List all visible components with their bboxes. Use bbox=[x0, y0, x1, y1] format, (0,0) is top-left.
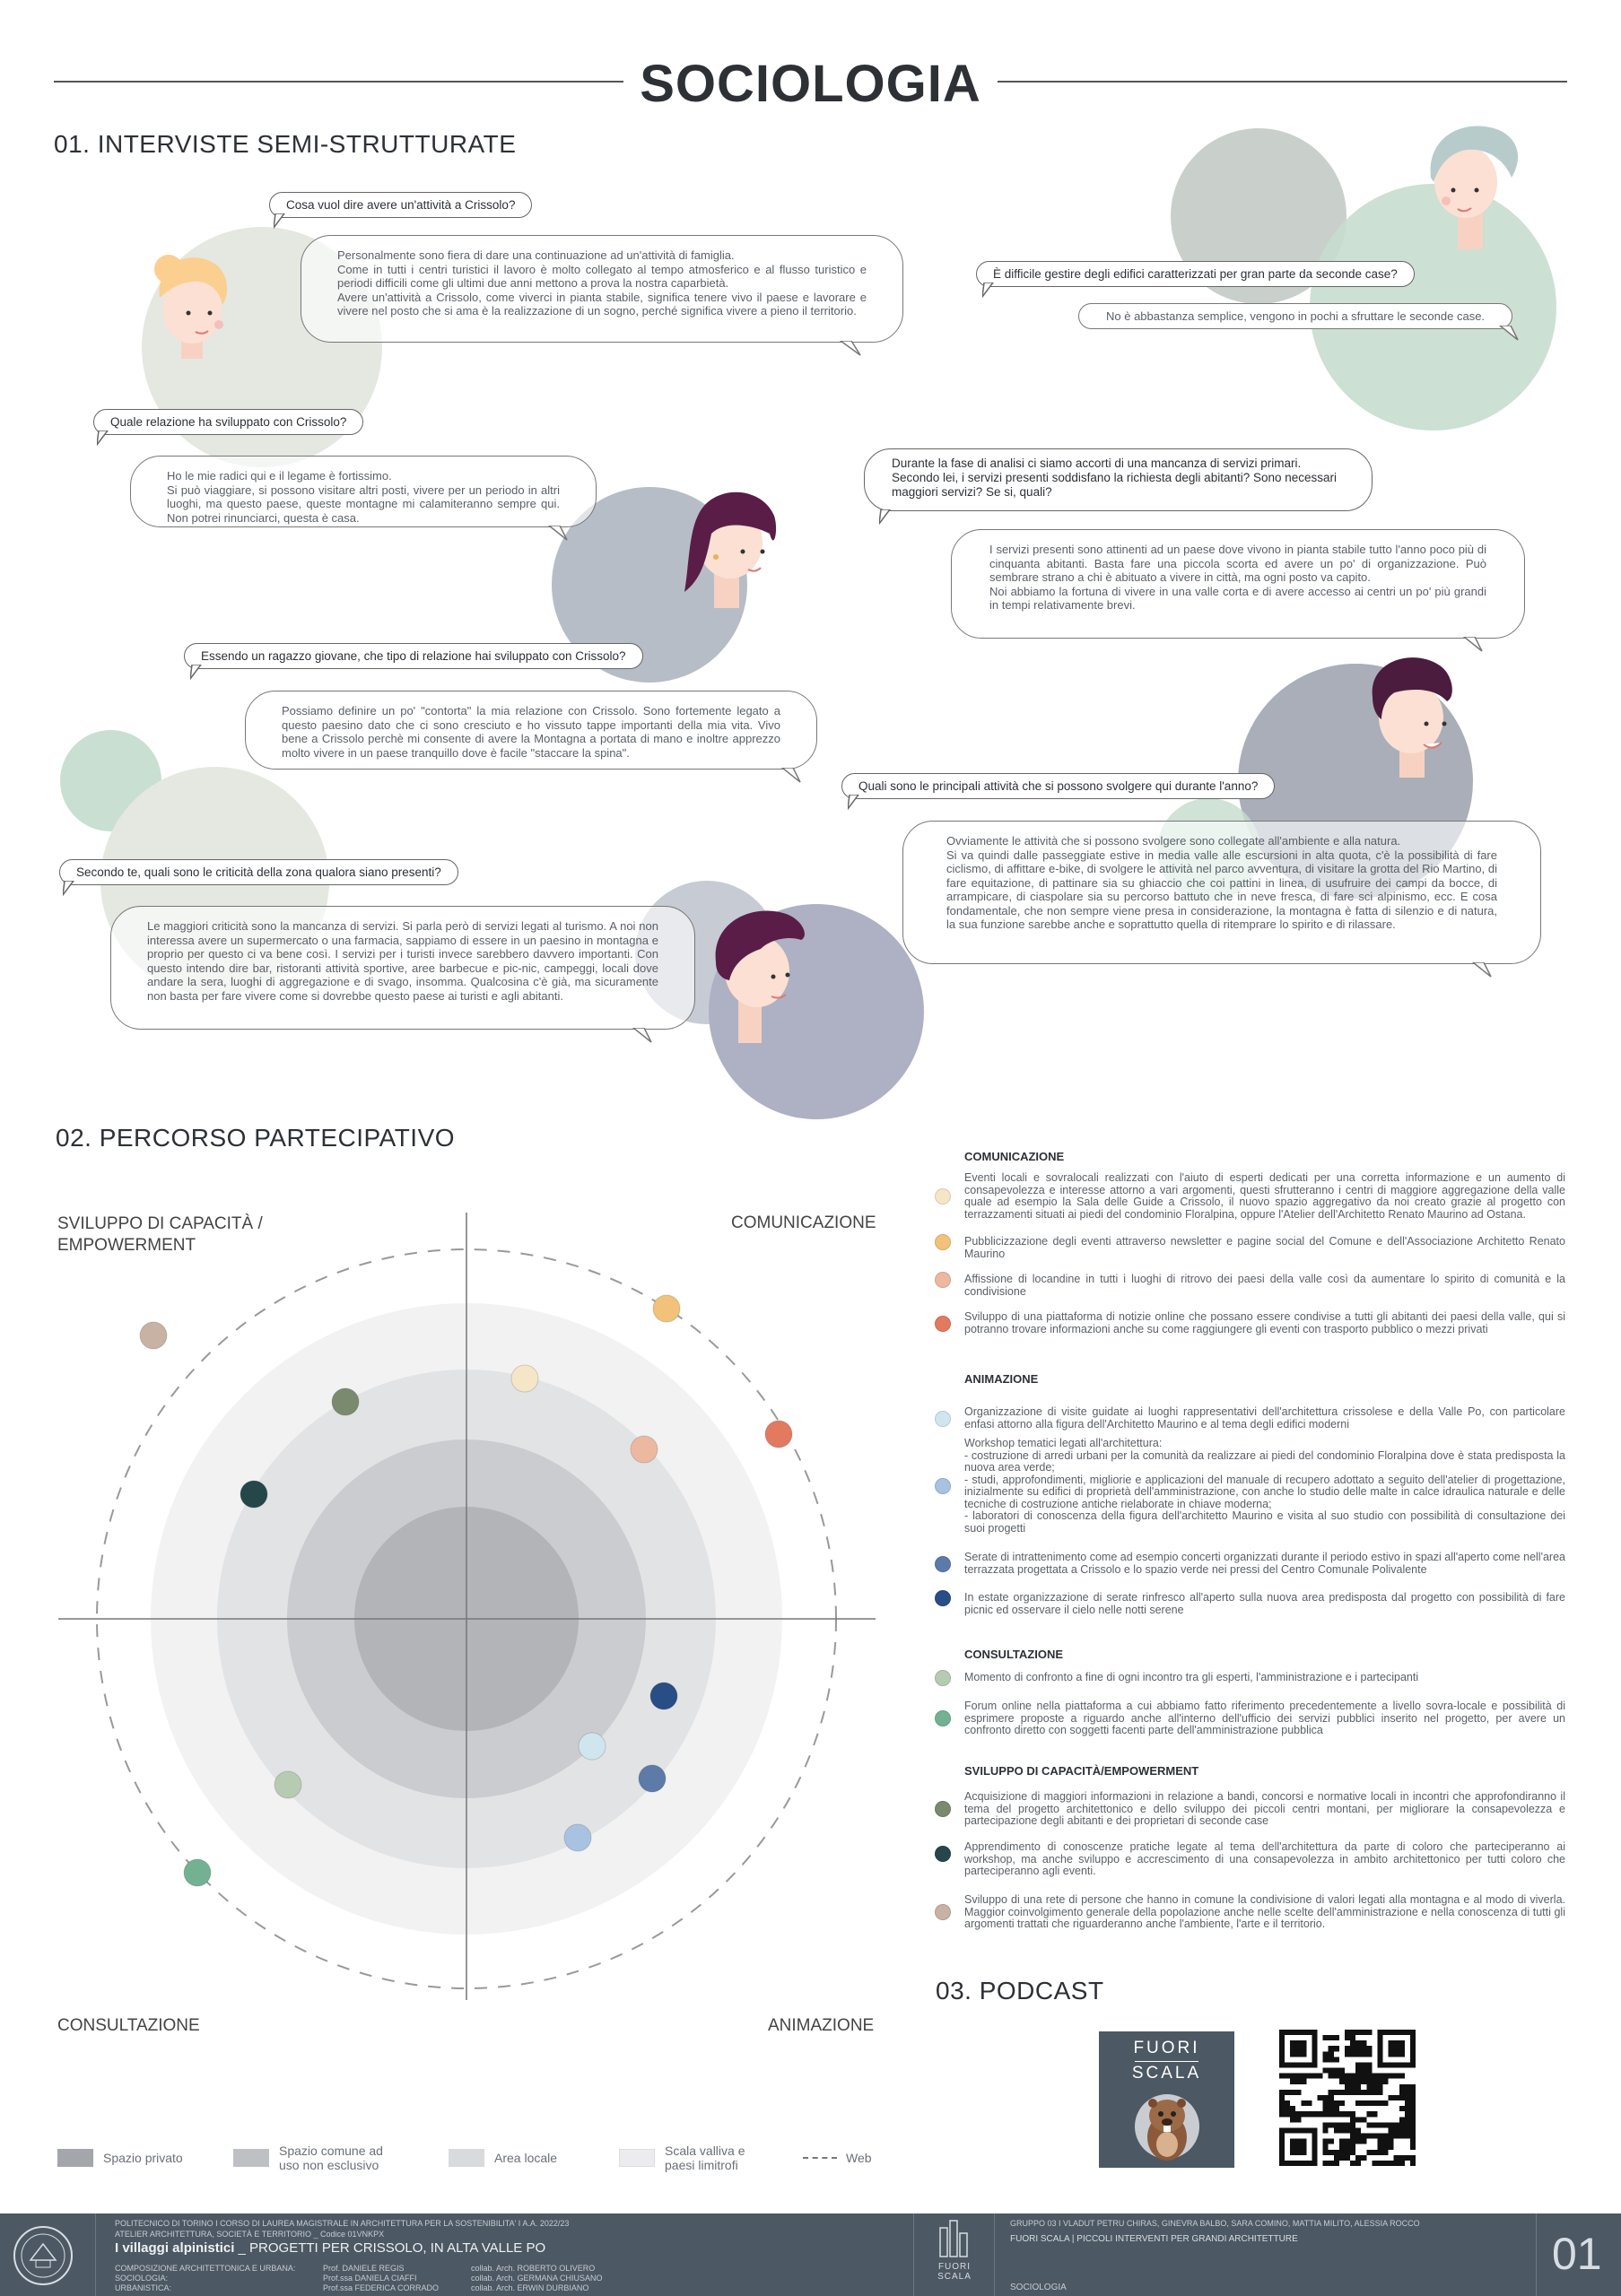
man-young-2-avatar-icon bbox=[698, 900, 824, 1048]
footer-project-title-rest: _ PROGETTI PER CRISSOLO, IN ALTA VALLE PO bbox=[234, 2240, 546, 2256]
participation-diagram bbox=[54, 1211, 879, 2000]
podcast-logo-rule bbox=[1135, 2061, 1198, 2062]
page-title: SOCIOLOGIA bbox=[54, 54, 1567, 114]
activity-description: Serate di intrattenimento come ad esempio concerti organizzati durante il periodo estivo in spazi all'aperto come nell'area terrazzata progettata a Crissolo e lo spazio verde nei pressi del Centro Comunale Polivalente bbox=[964, 1551, 1565, 1576]
page-number: 01 bbox=[1552, 2229, 1602, 2279]
footer-course: URBANISTICA: bbox=[115, 2283, 172, 2292]
man-young-avatar-icon bbox=[1350, 648, 1467, 782]
footer-course: COMPOSIZIONE ARCHITETTONICA E URBANA: bbox=[115, 2264, 296, 2273]
interview-question: È difficile gestire degli edifici caratterizzati per gran parte da seconde case? bbox=[976, 261, 1415, 287]
activity-description: Acquisizione di maggiori informazioni in relazione a bandi, concorsi e normative locali in incontri che approfondiranno il tema del progetto architettonico e dello sviluppo dei piccoli centri montani, per migliorare la consapevolezza e partecipazione degli abitanti e dei proprietari di seconde case bbox=[964, 1790, 1565, 1827]
legend-swatch-local bbox=[449, 2149, 484, 2167]
speech-tail-icon bbox=[848, 795, 871, 811]
footer-project-title-bold: I villaggi alpinistici bbox=[115, 2240, 235, 2256]
speech-tail-icon bbox=[879, 509, 902, 526]
legend-label-regional: Scala valliva e paesi limitrofi bbox=[665, 2144, 745, 2172]
activity-category-heading: COMUNICAZIONE bbox=[964, 1150, 1065, 1163]
activity-dot bbox=[653, 1295, 680, 1322]
woman-blonde-avatar-icon bbox=[133, 242, 258, 363]
speech-tail-icon bbox=[780, 768, 804, 784]
activity-category-heading: CONSULTAZIONE bbox=[964, 1648, 1064, 1661]
activity-bullet-dot bbox=[935, 1590, 951, 1606]
interview-answer: No è abbastanza semplice, vengono in pochi a sfruttare le seconde case. bbox=[1078, 303, 1512, 329]
footer-divider bbox=[994, 2213, 995, 2296]
activity-dot bbox=[332, 1388, 359, 1415]
interview-question: Secondo te, quali sono le criticità della zona qualora siano presenti? bbox=[59, 859, 458, 885]
footer-divider bbox=[913, 2213, 914, 2296]
activity-bullet-dot bbox=[935, 1316, 951, 1332]
activity-bullet-dot bbox=[935, 1670, 951, 1686]
speech-tail-icon bbox=[274, 213, 297, 230]
group-logo-text bbox=[924, 2262, 985, 2282]
footer-subject: SOCIOLOGIA bbox=[1010, 2283, 1067, 2292]
activity-description: Pubblicizzazione degli eventi attraverso newsletter e pagine social del Comune e dell'Associazione Architetto Renato Maurino bbox=[964, 1235, 1565, 1260]
interview-answer: Personalmente sono fiera di dare una continuazione ad un'attività di famiglia. Come in tutti i centri turistici il lavoro è molto collegato al tempo atmosferico e al flusso turistico e periodi difficili come gli ultimi due anni mettono a prova la nostra caparbietà. Avere un'attività a Crissolo, come viverci in pianta stabile, significa tenere vivo il paese e lavorare e vivere nel posto che si ama è la realizzazione di un sogno, perché significa vivere a pieno il territorio. bbox=[301, 235, 903, 343]
legend-swatch-private bbox=[57, 2149, 93, 2167]
interview-answer: Possiamo definire un po' "contorta" la mia relazione con Crissolo. Sono fortemente legato a questo paesino dato che ci sono cresciuto e ho vissuto tappe importanti della mia vita. Vivo bene a Crissolo perchè mi consente di avere la Montagna a portata di mano e inoltre apprezzo molto vivere in un paese tranquillo dove è facile "staccare la spina". bbox=[245, 691, 817, 770]
legend-swatch-web bbox=[803, 2157, 837, 2159]
speech-tail-icon bbox=[547, 526, 571, 542]
activity-description: In estate organizzazione di serate rinfresco all'aperto sulla nuova area predisposta dal progetto con possibilità di fare picnic ed osservare il cielo nelle notti serene bbox=[964, 1591, 1565, 1616]
activity-dot bbox=[511, 1365, 538, 1392]
beaver-mascot-icon bbox=[1133, 2089, 1201, 2162]
quadrant-label-consultazione: CONSULTAZIONE bbox=[57, 2016, 200, 2035]
activity-description: Apprendimento di conoscenze pratiche legate al tema dell'architettura da parte di coloro che parteciperanno ai workshop, ma anche sviluppo e accrescimento di una consapevolezza in ambito architettonico per tutti coloro che parteciperanno agli eventi. bbox=[964, 1840, 1565, 1877]
activity-dot bbox=[650, 1683, 677, 1709]
activity-bullet-dot bbox=[935, 1904, 951, 1920]
legend-swatch-common bbox=[233, 2149, 269, 2167]
interview-answer: Ovviamente le attività che si possono svolgere sono collegate all'ambiente e alla natura. Si va quindi dalle passeggiate estive in media valle alle escursioni in alta quota, c'è la possibilità di fare ciclismo, di affittare e-bike, di svolgere le attività nel parco avventura, di visitare la grotta del Rio Martino, di fare equitazione, di pattinare sia su ghiaccio che coi pattini in linea, di usufruire dei campi da bocce, di arrampicare, di ciaspolare sia su percorso battuto che in neve fresca, di fare sci alpinismo, ecc. E cosa fondamentale, che non sempre viene presa in considerazione, la montagna è fatta di silenzio e di natura, la sua funzione sarebbe anche e soprattutto quella di ritemprare lo spirito e di rilassare. bbox=[902, 821, 1541, 964]
activity-dot bbox=[579, 1733, 606, 1760]
speech-tail-icon bbox=[63, 881, 86, 897]
speech-tail-icon bbox=[1462, 637, 1486, 653]
footer-group-members: GRUPPO 03 I VLADUT PETRU CHIRAS, GINEVRA BALBO, SARA COMINO, MATTIA MILITO, ALESSIA ROCCO bbox=[1010, 2219, 1420, 2228]
speech-tail-icon bbox=[632, 1028, 655, 1044]
quadrant-label-comunicazione: COMUNICAZIONE bbox=[731, 1213, 876, 1232]
activity-dot bbox=[631, 1436, 658, 1463]
interview-answer: Ho le mie radici qui e il legame è fortissimo. Si può viaggiare, si possono visitare altri posti, vivere per un periodo in altri luoghi, ma questo paese, queste montagne mi calamiteranno sempre qui. Non potrei rinunciarci, questa è casa. bbox=[130, 456, 597, 527]
activity-dot bbox=[140, 1322, 167, 1349]
speech-tail-icon bbox=[97, 430, 120, 447]
footer-course: SOCIOLOGIA: bbox=[115, 2274, 169, 2283]
legend-label-web: Web bbox=[846, 2151, 872, 2165]
interview-answer: I servizi presenti sono attinenti ad un paese dove vivono in pianta stabile tutto l'anno poco più di cinquanta abitanti. Basta fare una piccola scorta ed avere un po' di organizzazione. Può sembrare strano a chi è abituato a vivere in città, ma ogni posto va capito. Noi abbiamo la fortuna di vivere in una valle corta e di avere accesso ai centri un po' più grandi in tempi relativamente brevi. bbox=[951, 529, 1525, 639]
activity-description: Sviluppo di una piattaforma di notizie online che possano essere condivise a tutti gli abitanti dei paesi della valle, qui si potranno trovare informazioni anche su come raggiungere gli eventi con trasporto pubblico o mezzi privati bbox=[964, 1310, 1565, 1335]
activity-bullet-dot bbox=[935, 1411, 951, 1427]
university-seal-icon bbox=[9, 2224, 77, 2287]
footer-divider bbox=[1536, 2213, 1537, 2296]
activity-dot bbox=[639, 1765, 666, 1792]
activity-category-heading: ANIMAZIONE bbox=[964, 1372, 1039, 1386]
section-heading-interviews: 01. INTERVISTE SEMI-STRUTTURATE bbox=[54, 130, 517, 158]
quadrant-label-animazione: ANIMAZIONE bbox=[768, 2016, 875, 2035]
activity-description: Forum online nella piattaforma a cui abbiamo fatto riferimento precedentemente a livello sovra-locale e possibilità di esprimere proposte a riguardo anche all'interno dell'ufficio dei servizi pubblici inserito nel progetto, per avere un confronto diretto con soggetti facenti parte dell'amministrazione pubblica bbox=[964, 1700, 1565, 1736]
group-logo-icon bbox=[933, 2219, 974, 2258]
footer-professor: Prof.ssa DANIELA CIAFFI bbox=[323, 2274, 417, 2283]
activity-dot bbox=[765, 1421, 792, 1448]
activity-bullet-dot bbox=[935, 1272, 951, 1288]
activity-description: Workshop tematici legati all'architettura: - costruzione di arredi urbani per la comunità da realizzare ai piedi del condominio Floralpina dove è stata predisposta la nuova area verde; - studi, approfondimenti, migliorie e applicazioni del manuale di recupero adottato a seguito dell'atelier di progettazione, inizialmente su edifici di proprietà dell'amministrazione, con anche lo studio delle malte in calce idraulica naturale e delle tecniche di costruzione antiche rielaborate in chiave moderna; - laboratori di conoscenza della figura dell'architetto Maurino e visita al suo studio con possibilità di consultazione dei suoi progetti bbox=[964, 1437, 1565, 1535]
woman-dark-hair-avatar-icon bbox=[662, 480, 788, 614]
speech-tail-icon bbox=[982, 283, 1006, 299]
interview-answer: Le maggiori criticità sono la mancanza di servizi. Si parla però di servizi legati al turismo. A noi non interessa avere un supermercato o una farmacia, sappiamo di essere in un paesino in montagna e proprio per questo ci va bene così. I servizi per i turisti invece sarebbero davvero importanti. Con questo intendo dire bar, ristoranti attività sportive, aree barbecue e pic-nic, campeggi, locali dove andare la sera, luoghi di aggregazione e di svago, insomma. Qualcosina c'è già, ma sicuramente non basta per fare vivere come si dovrebbe questo paese ai turisti e agli abitanti. bbox=[110, 906, 695, 1030]
interview-question: Essendo un ragazzo giovane, che tipo di relazione hai sviluppato con Crissolo? bbox=[184, 643, 643, 669]
speech-tail-icon bbox=[190, 665, 214, 681]
footer-professor: Prof.ssa FEDERICA CORRADO bbox=[323, 2283, 440, 2292]
interview-question: Cosa vuol dire avere un'attività a Crissolo? bbox=[269, 192, 532, 218]
activity-bullet-dot bbox=[935, 1188, 951, 1205]
activity-bullet-dot bbox=[935, 1478, 951, 1494]
interview-question: Quale relazione ha sviluppato con Crissolo? bbox=[93, 409, 363, 435]
group-logo-text-line: SCALA bbox=[937, 2272, 972, 2282]
legend-label-private: Spazio privato bbox=[103, 2151, 183, 2165]
footer-divider bbox=[95, 2213, 96, 2296]
activity-dot bbox=[564, 1824, 591, 1851]
podcast-logo bbox=[1099, 2031, 1234, 2168]
podcast-logo-text: SCALA bbox=[1131, 2064, 1202, 2083]
speech-tail-icon bbox=[1471, 962, 1495, 978]
activity-dot bbox=[240, 1481, 267, 1508]
footer-collaborator: collab. Arch. GERMANA CHIUSANO bbox=[471, 2274, 603, 2283]
speech-tail-icon bbox=[1498, 326, 1521, 342]
quadrant-label-empowerment: SVILUPPO DI CAPACITÀ / EMPOWERMENT bbox=[57, 1214, 263, 1255]
interview-question: Quali sono le principali attività che si possono svolgere qui durante l'anno? bbox=[841, 773, 1275, 799]
section-heading-percorso: 02. PERCORSO PARTECIPATIVO bbox=[56, 1124, 456, 1152]
footer-project-title bbox=[115, 2240, 545, 2256]
footer-group-title: FUORI SCALA | PICCOLI INTERVENTI PER GRANDI ARCHITETTURE bbox=[1010, 2234, 1298, 2244]
man-elderly-avatar-icon bbox=[1408, 115, 1529, 254]
activity-bullet-dot bbox=[935, 1556, 951, 1572]
interview-question: Durante la fase di analisi ci siamo accorti di una mancanza di servizi primari. Secondo lei, i servizi presenti soddisfano la richiesta degli abitanti? Sono necessari maggiori servizi? Se si, quali? bbox=[864, 448, 1373, 511]
podcast-logo-text: FUORI bbox=[1133, 2039, 1200, 2057]
activity-description: Affissione di locandine in tutti i luoghi di ritrovo dei paesi della valle così da aumentare lo spirito di comunità e la condivisione bbox=[964, 1273, 1565, 1298]
speech-tail-icon bbox=[839, 341, 862, 357]
title-row bbox=[54, 54, 1567, 113]
legend-swatch-regional bbox=[619, 2149, 655, 2167]
activity-description: Sviluppo di una rete di persone che hanno in comune la condivisione di valori legati alla montagna e al modo di viverla. Maggior coinvolgimento generale della popolazione anche nelle scelte dell'amministrazione e nella conoscenza di tutti gli argomenti trattati che riguarderanno anche l'ambiente, l'arte e il territorio. bbox=[964, 1893, 1565, 1930]
legend-label-common: Spazio comune ad uso non esclusivo bbox=[279, 2144, 383, 2172]
footer-university: POLITECNICO DI TORINO I CORSO DI LAUREA MAGISTRALE IN ARCHITETTURA PER LA SOSTENIBILITA' I A.A. 2022/23 bbox=[115, 2219, 570, 2228]
activity-description: Organizzazione di visite guidate ai luoghi rappresentativi dell'architettura crissolese e della Valle Po, con particolare enfasi attorno alla figura dell'Architetto Maurino e al tema degli edifici moderni bbox=[964, 1405, 1565, 1431]
group-logo-text-line: FUORI bbox=[937, 2262, 972, 2272]
activity-bullet-dot bbox=[935, 1710, 951, 1726]
section-heading-podcast: 03. PODCAST bbox=[936, 1977, 1104, 2005]
activity-bullet-dot bbox=[935, 1801, 951, 1817]
footer-collaborator: collab. Arch. ROBERTO OLIVERO bbox=[471, 2264, 596, 2273]
activity-dot bbox=[184, 1859, 211, 1886]
footer bbox=[0, 2213, 1621, 2296]
footer-collaborator: collab. Arch. ERWIN DURBIANO bbox=[471, 2283, 589, 2292]
activity-category-heading: SVILUPPO DI CAPACITÀ/EMPOWERMENT bbox=[964, 1764, 1199, 1778]
podcast-qr-code[interactable] bbox=[1279, 2030, 1416, 2166]
activity-bullet-dot bbox=[935, 1846, 951, 1862]
activity-description: Momento di confronto a fine di ogni incontro tra gli esperti, l'amministrazione e i partecipanti bbox=[964, 1671, 1419, 1683]
legend-label-local: Area locale bbox=[494, 2151, 558, 2165]
footer-atelier: ATELIER ARCHITETTURA, SOCIETÀ E TERRITORIO _ Codice 01VNKPX bbox=[115, 2230, 385, 2239]
activity-dot bbox=[275, 1771, 301, 1798]
activity-description: Eventi locali e sovralocali realizzati con l'aiuto di esperti dedicati per una corretta informazione e un aumento di consapevolezza e interesse attorno a vari argomenti, questi sfrutteranno i centri di maggiore aggregazione della valle quale ad esempio la Sala delle Guide a Crissolo, il nuovo spazio aggregativo da noi creato grazie al progetto con terrazzamenti situati ai piedi del condominio Floralpina, oppure l'Atelier dell'Architetto Renato Maurino ad Ostana. bbox=[964, 1171, 1565, 1221]
activity-bullet-dot bbox=[935, 1234, 951, 1250]
footer-professor: Prof. DANIELE REGIS bbox=[323, 2264, 405, 2273]
